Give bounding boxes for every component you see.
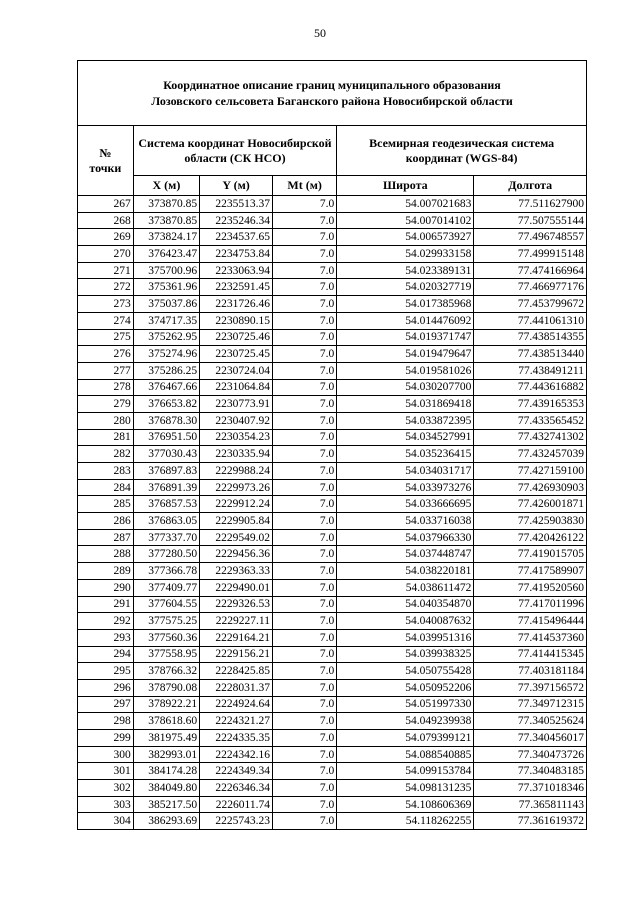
mt-cell: 7.0 bbox=[272, 296, 336, 313]
table-row bbox=[78, 329, 587, 346]
longitude-cell: 77.340483185 bbox=[474, 763, 587, 780]
table-row bbox=[78, 446, 587, 463]
y-cell: 2235246.34 bbox=[200, 212, 273, 229]
point-number-cell: 279 bbox=[78, 396, 134, 413]
x-cell: 386293.69 bbox=[133, 813, 199, 830]
latitude-cell: 54.033872395 bbox=[337, 412, 474, 429]
point-number-cell: 269 bbox=[78, 229, 134, 246]
table-row bbox=[78, 679, 587, 696]
x-cell: 376857.53 bbox=[133, 496, 199, 513]
y-cell: 2231064.84 bbox=[200, 379, 273, 396]
x-cell: 374717.35 bbox=[133, 312, 199, 329]
point-number-cell: 296 bbox=[78, 679, 134, 696]
table-row bbox=[78, 730, 587, 747]
y-cell: 2231726.46 bbox=[200, 296, 273, 313]
longitude-cell: 77.474166964 bbox=[474, 262, 587, 279]
y-cell: 2229156.21 bbox=[200, 646, 273, 663]
longitude-cell: 77.507555144 bbox=[474, 212, 587, 229]
table-row bbox=[78, 396, 587, 413]
y-cell: 2229988.24 bbox=[200, 463, 273, 480]
point-number-cell: 274 bbox=[78, 312, 134, 329]
latitude-cell: 54.014476092 bbox=[337, 312, 474, 329]
x-cell: 381975.49 bbox=[133, 730, 199, 747]
mt-cell: 7.0 bbox=[272, 496, 336, 513]
mt-cell: 7.0 bbox=[272, 379, 336, 396]
latitude-cell: 54.033973276 bbox=[337, 479, 474, 496]
point-number-cell: 273 bbox=[78, 296, 134, 313]
mt-cell: 7.0 bbox=[272, 479, 336, 496]
x-cell: 377409.77 bbox=[133, 579, 199, 596]
table-row bbox=[78, 196, 587, 213]
point-number-cell: 302 bbox=[78, 780, 134, 797]
header-wgs84 bbox=[337, 126, 587, 176]
longitude-cell: 77.439165353 bbox=[474, 396, 587, 413]
header-point-number-label: точки bbox=[89, 160, 122, 175]
longitude-cell: 77.433565452 bbox=[474, 412, 587, 429]
latitude-cell: 54.017385968 bbox=[337, 296, 474, 313]
point-number-cell: 299 bbox=[78, 730, 134, 747]
y-cell: 2225743.23 bbox=[200, 813, 273, 830]
x-cell: 385217.50 bbox=[133, 796, 199, 813]
mt-cell: 7.0 bbox=[272, 362, 336, 379]
point-number-cell: 282 bbox=[78, 446, 134, 463]
y-cell: 2226011.74 bbox=[200, 796, 273, 813]
table-row bbox=[78, 663, 587, 680]
point-number-cell: 268 bbox=[78, 212, 134, 229]
x-cell: 375262.95 bbox=[133, 329, 199, 346]
table-row bbox=[78, 813, 587, 830]
point-number-cell: 291 bbox=[78, 596, 134, 613]
table-row bbox=[78, 646, 587, 663]
latitude-cell: 54.029933158 bbox=[337, 246, 474, 263]
title-line-1: Координатное описание границ муниципального образования bbox=[163, 78, 501, 92]
point-number-cell: 287 bbox=[78, 529, 134, 546]
x-cell: 378790.08 bbox=[133, 679, 199, 696]
title-line-2: Лозовского сельсовета Баганского района Новосибирской области bbox=[151, 94, 513, 108]
latitude-cell: 54.019581026 bbox=[337, 362, 474, 379]
table-row bbox=[78, 362, 587, 379]
point-number-cell: 290 bbox=[78, 579, 134, 596]
point-number-cell: 294 bbox=[78, 646, 134, 663]
latitude-cell: 54.038611472 bbox=[337, 579, 474, 596]
x-cell: 373870.85 bbox=[133, 212, 199, 229]
point-number-cell: 284 bbox=[78, 479, 134, 496]
mt-cell: 7.0 bbox=[272, 746, 336, 763]
longitude-cell: 77.499915148 bbox=[474, 246, 587, 263]
y-cell: 2233063.94 bbox=[200, 262, 273, 279]
x-cell: 376423.47 bbox=[133, 246, 199, 263]
y-cell: 2235513.37 bbox=[200, 196, 273, 213]
y-cell: 2229326.53 bbox=[200, 596, 273, 613]
latitude-cell: 54.039951316 bbox=[337, 629, 474, 646]
longitude-cell: 77.420426122 bbox=[474, 529, 587, 546]
header-longitude: Долгота bbox=[474, 176, 587, 196]
y-cell: 2230725.46 bbox=[200, 329, 273, 346]
y-cell: 2228031.37 bbox=[200, 679, 273, 696]
longitude-cell: 77.414537360 bbox=[474, 629, 587, 646]
latitude-cell: 54.030207700 bbox=[337, 379, 474, 396]
table-row bbox=[78, 379, 587, 396]
mt-cell: 7.0 bbox=[272, 513, 336, 530]
table-row bbox=[78, 496, 587, 513]
y-cell: 2229973.26 bbox=[200, 479, 273, 496]
header-wgs84-line-1: Всемирная геодезическая система bbox=[369, 135, 555, 150]
table-body bbox=[78, 196, 587, 830]
x-cell: 373870.85 bbox=[133, 196, 199, 213]
point-number-cell: 285 bbox=[78, 496, 134, 513]
table-row bbox=[78, 229, 587, 246]
table-row bbox=[78, 713, 587, 730]
table-row bbox=[78, 312, 587, 329]
longitude-cell: 77.438513440 bbox=[474, 346, 587, 363]
longitude-cell: 77.414415345 bbox=[474, 646, 587, 663]
point-number-cell: 297 bbox=[78, 696, 134, 713]
longitude-cell: 77.441061310 bbox=[474, 312, 587, 329]
x-cell: 376653.82 bbox=[133, 396, 199, 413]
y-cell: 2230773.91 bbox=[200, 396, 273, 413]
x-cell: 378618.60 bbox=[133, 713, 199, 730]
point-number-cell: 275 bbox=[78, 329, 134, 346]
mt-cell: 7.0 bbox=[272, 796, 336, 813]
mt-cell: 7.0 bbox=[272, 679, 336, 696]
table-row bbox=[78, 629, 587, 646]
x-cell: 376863.05 bbox=[133, 513, 199, 530]
x-cell: 382993.01 bbox=[133, 746, 199, 763]
y-cell: 2229227.11 bbox=[200, 613, 273, 630]
longitude-cell: 77.432457039 bbox=[474, 446, 587, 463]
latitude-cell: 54.050755428 bbox=[337, 663, 474, 680]
x-cell: 375286.25 bbox=[133, 362, 199, 379]
mt-cell: 7.0 bbox=[272, 262, 336, 279]
y-cell: 2230724.04 bbox=[200, 362, 273, 379]
mt-cell: 7.0 bbox=[272, 546, 336, 563]
y-cell: 2229490.01 bbox=[200, 579, 273, 596]
header-wgs84-line-2: координат (WGS-84) bbox=[405, 150, 518, 165]
y-cell: 2232591.45 bbox=[200, 279, 273, 296]
point-number-cell: 272 bbox=[78, 279, 134, 296]
header-point-number bbox=[78, 126, 134, 196]
point-number-cell: 270 bbox=[78, 246, 134, 263]
mt-cell: 7.0 bbox=[272, 429, 336, 446]
point-number-cell: 277 bbox=[78, 362, 134, 379]
point-number-cell: 295 bbox=[78, 663, 134, 680]
x-cell: 377604.55 bbox=[133, 596, 199, 613]
table-row bbox=[78, 463, 587, 480]
header-sk-nso bbox=[133, 126, 337, 176]
latitude-cell: 54.031869418 bbox=[337, 396, 474, 413]
table-row bbox=[78, 279, 587, 296]
mt-cell: 7.0 bbox=[272, 713, 336, 730]
mt-cell: 7.0 bbox=[272, 329, 336, 346]
header-latitude: Широта bbox=[337, 176, 474, 196]
y-cell: 2230890.15 bbox=[200, 312, 273, 329]
x-cell: 377560.36 bbox=[133, 629, 199, 646]
table-row bbox=[78, 246, 587, 263]
latitude-cell: 54.033666695 bbox=[337, 496, 474, 513]
mt-cell: 7.0 bbox=[272, 279, 336, 296]
longitude-cell: 77.466977176 bbox=[474, 279, 587, 296]
table-row bbox=[78, 746, 587, 763]
table-row bbox=[78, 780, 587, 797]
mt-cell: 7.0 bbox=[272, 463, 336, 480]
table-row bbox=[78, 346, 587, 363]
latitude-cell: 54.038220181 bbox=[337, 563, 474, 580]
x-cell: 375037.86 bbox=[133, 296, 199, 313]
x-cell: 377030.43 bbox=[133, 446, 199, 463]
latitude-cell: 54.118262255 bbox=[337, 813, 474, 830]
latitude-cell: 54.040354870 bbox=[337, 596, 474, 613]
x-cell: 377575.25 bbox=[133, 613, 199, 630]
table-row bbox=[78, 696, 587, 713]
point-number-cell: 283 bbox=[78, 463, 134, 480]
longitude-cell: 77.340525624 bbox=[474, 713, 587, 730]
header-sk-nso-line-1: Система координат Новосибирской bbox=[138, 135, 332, 150]
latitude-cell: 54.007014102 bbox=[337, 212, 474, 229]
mt-cell: 7.0 bbox=[272, 563, 336, 580]
latitude-cell: 54.023389131 bbox=[337, 262, 474, 279]
table-row bbox=[78, 613, 587, 630]
table-row bbox=[78, 212, 587, 229]
longitude-cell: 77.349712315 bbox=[474, 696, 587, 713]
y-cell: 2229549.02 bbox=[200, 529, 273, 546]
mt-cell: 7.0 bbox=[272, 312, 336, 329]
mt-cell: 7.0 bbox=[272, 629, 336, 646]
x-cell: 377280.50 bbox=[133, 546, 199, 563]
header-y: Y (м) bbox=[200, 176, 273, 196]
longitude-cell: 77.426930903 bbox=[474, 479, 587, 496]
y-cell: 2224321.27 bbox=[200, 713, 273, 730]
x-cell: 377558.95 bbox=[133, 646, 199, 663]
x-cell: 376891.39 bbox=[133, 479, 199, 496]
page-number: 50 bbox=[314, 26, 326, 40]
point-number-cell: 267 bbox=[78, 196, 134, 213]
header-mt: Mt (м) bbox=[272, 176, 336, 196]
mt-cell: 7.0 bbox=[272, 579, 336, 596]
point-number-cell: 300 bbox=[78, 746, 134, 763]
longitude-cell: 77.415496444 bbox=[474, 613, 587, 630]
y-cell: 2230407.92 bbox=[200, 412, 273, 429]
x-cell: 377366.78 bbox=[133, 563, 199, 580]
mt-cell: 7.0 bbox=[272, 813, 336, 830]
x-cell: 376878.30 bbox=[133, 412, 199, 429]
latitude-cell: 54.020327719 bbox=[337, 279, 474, 296]
latitude-cell: 54.049239938 bbox=[337, 713, 474, 730]
longitude-cell: 77.438514355 bbox=[474, 329, 587, 346]
mt-cell: 7.0 bbox=[272, 763, 336, 780]
longitude-cell: 77.438491211 bbox=[474, 362, 587, 379]
longitude-cell: 77.427159100 bbox=[474, 463, 587, 480]
mt-cell: 7.0 bbox=[272, 780, 336, 797]
x-cell: 377337.70 bbox=[133, 529, 199, 546]
latitude-cell: 54.035236415 bbox=[337, 446, 474, 463]
table-row bbox=[78, 563, 587, 580]
latitude-cell: 54.007021683 bbox=[337, 196, 474, 213]
mt-cell: 7.0 bbox=[272, 229, 336, 246]
y-cell: 2229456.36 bbox=[200, 546, 273, 563]
mt-cell: 7.0 bbox=[272, 646, 336, 663]
longitude-cell: 77.432741302 bbox=[474, 429, 587, 446]
x-cell: 375700.96 bbox=[133, 262, 199, 279]
latitude-cell: 54.037966330 bbox=[337, 529, 474, 546]
x-cell: 376897.83 bbox=[133, 463, 199, 480]
longitude-cell: 77.453799672 bbox=[474, 296, 587, 313]
point-number-cell: 289 bbox=[78, 563, 134, 580]
longitude-cell: 77.417589907 bbox=[474, 563, 587, 580]
x-cell: 375274.96 bbox=[133, 346, 199, 363]
table-row bbox=[78, 763, 587, 780]
table-row bbox=[78, 479, 587, 496]
table-row bbox=[78, 596, 587, 613]
point-number-cell: 286 bbox=[78, 513, 134, 530]
header-point-number-sign: № bbox=[99, 145, 112, 160]
latitude-cell: 54.006573927 bbox=[337, 229, 474, 246]
mt-cell: 7.0 bbox=[272, 663, 336, 680]
latitude-cell: 54.108606369 bbox=[337, 796, 474, 813]
table-row bbox=[78, 546, 587, 563]
table-row bbox=[78, 579, 587, 596]
y-cell: 2234753.84 bbox=[200, 246, 273, 263]
x-cell: 376467.66 bbox=[133, 379, 199, 396]
latitude-cell: 54.019371747 bbox=[337, 329, 474, 346]
longitude-cell: 77.426001871 bbox=[474, 496, 587, 513]
longitude-cell: 77.340456017 bbox=[474, 730, 587, 747]
longitude-cell: 77.417011996 bbox=[474, 596, 587, 613]
point-number-cell: 278 bbox=[78, 379, 134, 396]
latitude-cell: 54.037448747 bbox=[337, 546, 474, 563]
latitude-cell: 54.050952206 bbox=[337, 679, 474, 696]
latitude-cell: 54.019479647 bbox=[337, 346, 474, 363]
x-cell: 384049.80 bbox=[133, 780, 199, 797]
latitude-cell: 54.040087632 bbox=[337, 613, 474, 630]
y-cell: 2229912.24 bbox=[200, 496, 273, 513]
point-number-cell: 281 bbox=[78, 429, 134, 446]
y-cell: 2224924.64 bbox=[200, 696, 273, 713]
table-row bbox=[78, 796, 587, 813]
y-cell: 2229363.33 bbox=[200, 563, 273, 580]
mt-cell: 7.0 bbox=[272, 730, 336, 747]
point-number-cell: 304 bbox=[78, 813, 134, 830]
point-number-cell: 292 bbox=[78, 613, 134, 630]
latitude-cell: 54.033716038 bbox=[337, 513, 474, 530]
point-number-cell: 288 bbox=[78, 546, 134, 563]
mt-cell: 7.0 bbox=[272, 212, 336, 229]
coordinates-table bbox=[77, 60, 587, 830]
longitude-cell: 77.397156572 bbox=[474, 679, 587, 696]
latitude-cell: 54.099153784 bbox=[337, 763, 474, 780]
longitude-cell: 77.511627900 bbox=[474, 196, 587, 213]
table-row bbox=[78, 529, 587, 546]
x-cell: 384174.28 bbox=[133, 763, 199, 780]
latitude-cell: 54.088540885 bbox=[337, 746, 474, 763]
longitude-cell: 77.419015705 bbox=[474, 546, 587, 563]
mt-cell: 7.0 bbox=[272, 346, 336, 363]
point-number-cell: 271 bbox=[78, 262, 134, 279]
mt-cell: 7.0 bbox=[272, 246, 336, 263]
x-cell: 376951.50 bbox=[133, 429, 199, 446]
mt-cell: 7.0 bbox=[272, 412, 336, 429]
longitude-cell: 77.371018346 bbox=[474, 780, 587, 797]
longitude-cell: 77.340473726 bbox=[474, 746, 587, 763]
mt-cell: 7.0 bbox=[272, 596, 336, 613]
longitude-cell: 77.443616882 bbox=[474, 379, 587, 396]
mt-cell: 7.0 bbox=[272, 446, 336, 463]
y-cell: 2230725.45 bbox=[200, 346, 273, 363]
y-cell: 2229905.84 bbox=[200, 513, 273, 530]
mt-cell: 7.0 bbox=[272, 529, 336, 546]
point-number-cell: 298 bbox=[78, 713, 134, 730]
y-cell: 2226346.34 bbox=[200, 780, 273, 797]
longitude-cell: 77.496748557 bbox=[474, 229, 587, 246]
mt-cell: 7.0 bbox=[272, 396, 336, 413]
point-number-cell: 301 bbox=[78, 763, 134, 780]
x-cell: 373824.17 bbox=[133, 229, 199, 246]
y-cell: 2230354.23 bbox=[200, 429, 273, 446]
latitude-cell: 54.034527991 bbox=[337, 429, 474, 446]
header-x: X (м) bbox=[133, 176, 199, 196]
y-cell: 2230335.94 bbox=[200, 446, 273, 463]
mt-cell: 7.0 bbox=[272, 696, 336, 713]
point-number-cell: 293 bbox=[78, 629, 134, 646]
longitude-cell: 77.403181184 bbox=[474, 663, 587, 680]
y-cell: 2229164.21 bbox=[200, 629, 273, 646]
x-cell: 375361.96 bbox=[133, 279, 199, 296]
latitude-cell: 54.079399121 bbox=[337, 730, 474, 747]
point-number-cell: 276 bbox=[78, 346, 134, 363]
x-cell: 378766.32 bbox=[133, 663, 199, 680]
longitude-cell: 77.365811143 bbox=[474, 796, 587, 813]
table-row bbox=[78, 513, 587, 530]
y-cell: 2224349.34 bbox=[200, 763, 273, 780]
longitude-cell: 77.425903830 bbox=[474, 513, 587, 530]
latitude-cell: 54.051997330 bbox=[337, 696, 474, 713]
y-cell: 2224335.35 bbox=[200, 730, 273, 747]
latitude-cell: 54.034031717 bbox=[337, 463, 474, 480]
point-number-cell: 280 bbox=[78, 412, 134, 429]
latitude-cell: 54.098131235 bbox=[337, 780, 474, 797]
table-row bbox=[78, 296, 587, 313]
y-cell: 2224342.16 bbox=[200, 746, 273, 763]
table-row bbox=[78, 412, 587, 429]
y-cell: 2234537.65 bbox=[200, 229, 273, 246]
table-title bbox=[78, 61, 587, 126]
x-cell: 378922.21 bbox=[133, 696, 199, 713]
mt-cell: 7.0 bbox=[272, 196, 336, 213]
table-row bbox=[78, 262, 587, 279]
table-row bbox=[78, 429, 587, 446]
longitude-cell: 77.361619372 bbox=[474, 813, 587, 830]
latitude-cell: 54.039938325 bbox=[337, 646, 474, 663]
header-sk-nso-line-2: области (СК НСО) bbox=[184, 150, 286, 165]
point-number-cell: 303 bbox=[78, 796, 134, 813]
longitude-cell: 77.419520560 bbox=[474, 579, 587, 596]
mt-cell: 7.0 bbox=[272, 613, 336, 630]
y-cell: 2228425.85 bbox=[200, 663, 273, 680]
